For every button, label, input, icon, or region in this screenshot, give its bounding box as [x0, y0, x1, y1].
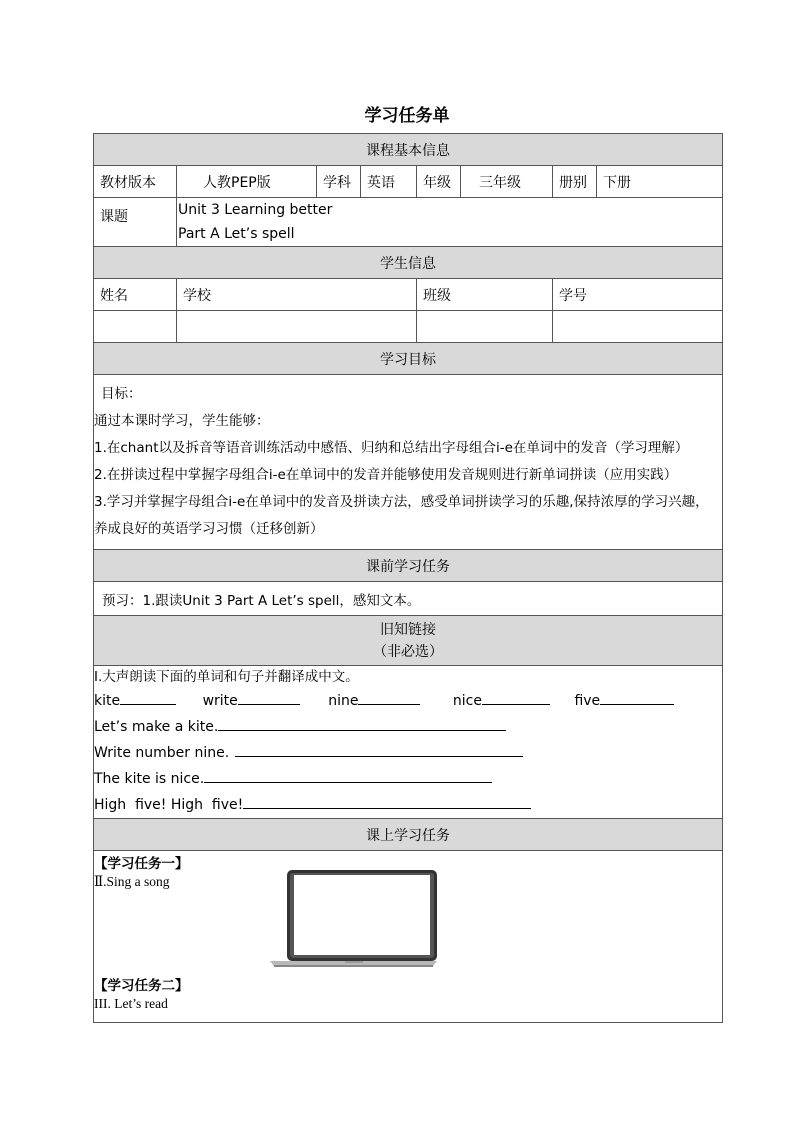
page-title: 学习任务单 — [364, 106, 450, 126]
section-in-class: 课上学习任务 — [94, 819, 723, 851]
section-review-note: （非必选） — [373, 643, 443, 660]
review-word-row — [94, 688, 722, 714]
blank-nice[interactable] — [482, 692, 550, 705]
review-instruction: I.大声朗读下面的单词和句子并翻译成中文。 — [94, 669, 359, 685]
topic-part: Part A Let’s spell — [178, 226, 295, 242]
goals-intro: 通过本课时学习，学生能够： — [94, 413, 270, 429]
pre-class-task: 预习：1.跟读Unit 3 Part A Let’s spell，感知文本。 — [94, 582, 723, 616]
task1-label: 【学习任务一】 — [94, 856, 189, 872]
laptop-video-image[interactable] — [270, 869, 438, 969]
blank-nine[interactable] — [358, 692, 420, 705]
word-kite: kite — [94, 693, 121, 709]
word-write: write — [202, 693, 238, 709]
section-student-info: 学生信息 — [94, 247, 723, 279]
grade-label: 年级 — [417, 166, 461, 198]
task1-text: Ⅱ.Sing a song — [94, 874, 170, 889]
blank-sentence-2[interactable] — [235, 744, 523, 757]
blank-kite[interactable] — [120, 692, 176, 705]
sentence-2: Write number nine. — [94, 745, 230, 761]
section-pre-class: 课前学习任务 — [94, 550, 723, 582]
sentence-1: Let’s make a kite. — [94, 719, 219, 735]
grade-value: 三年级 — [461, 166, 553, 198]
goal-item-1: 1.在chant以及拆音等语音训练活动中感悟、归纳和总结出字母组合i-e在单词中的发音（学习理解） — [94, 440, 689, 456]
section-basic-info: 课程基本信息 — [94, 134, 723, 166]
textbook-value: 人教PEP版 — [177, 166, 317, 198]
goal-item-3: 3.学习并掌握字母组合i-e在单词中的发音及拼读方法，感受单词拼读学习的乐趣,保持浓厚的学习兴趣，养成良好的英语学习习惯（迁移创新） — [94, 494, 709, 537]
task-sheet-table — [93, 133, 723, 1023]
student-name-field[interactable] — [94, 311, 177, 343]
task2-label: 【学习任务二】 — [94, 978, 189, 994]
student-class-label: 班级 — [417, 279, 553, 311]
section-review: 旧知链接 — [380, 621, 436, 638]
sentence-4: High five! High five! — [94, 797, 244, 813]
blank-sentence-1[interactable] — [218, 718, 506, 731]
blank-five[interactable] — [600, 692, 674, 705]
student-name-label: 姓名 — [94, 279, 177, 311]
section-goals: 学习目标 — [94, 343, 723, 375]
goals-label: 目标： — [101, 386, 142, 402]
blank-sentence-3[interactable] — [204, 770, 492, 783]
word-five: five — [574, 693, 601, 709]
subject-value: 英语 — [361, 166, 417, 198]
task2-text: III. Let’s read — [94, 996, 168, 1011]
blank-sentence-4[interactable] — [243, 796, 531, 809]
student-id-label: 学号 — [553, 279, 723, 311]
word-nice: nice — [452, 693, 482, 709]
word-nine: nine — [328, 693, 359, 709]
sentence-3: The kite is nice. — [94, 771, 205, 787]
goal-item-2: 2.在拼读过程中掌握字母组合i-e在单词中的发音并能够使用发音规则进行新单词拼读（应用实践） — [94, 467, 678, 483]
student-school-label: 学校 — [177, 279, 417, 311]
student-id-field[interactable] — [553, 311, 723, 343]
blank-write[interactable] — [238, 692, 300, 705]
topic-label: 课题 — [94, 198, 177, 247]
volume-label: 册别 — [553, 166, 597, 198]
student-school-field[interactable] — [177, 311, 417, 343]
student-class-field[interactable] — [417, 311, 553, 343]
textbook-label: 教材版本 — [94, 166, 177, 198]
subject-label: 学科 — [317, 166, 361, 198]
volume-value: 下册 — [597, 166, 723, 198]
topic-unit: Unit 3 Learning better — [178, 202, 333, 218]
